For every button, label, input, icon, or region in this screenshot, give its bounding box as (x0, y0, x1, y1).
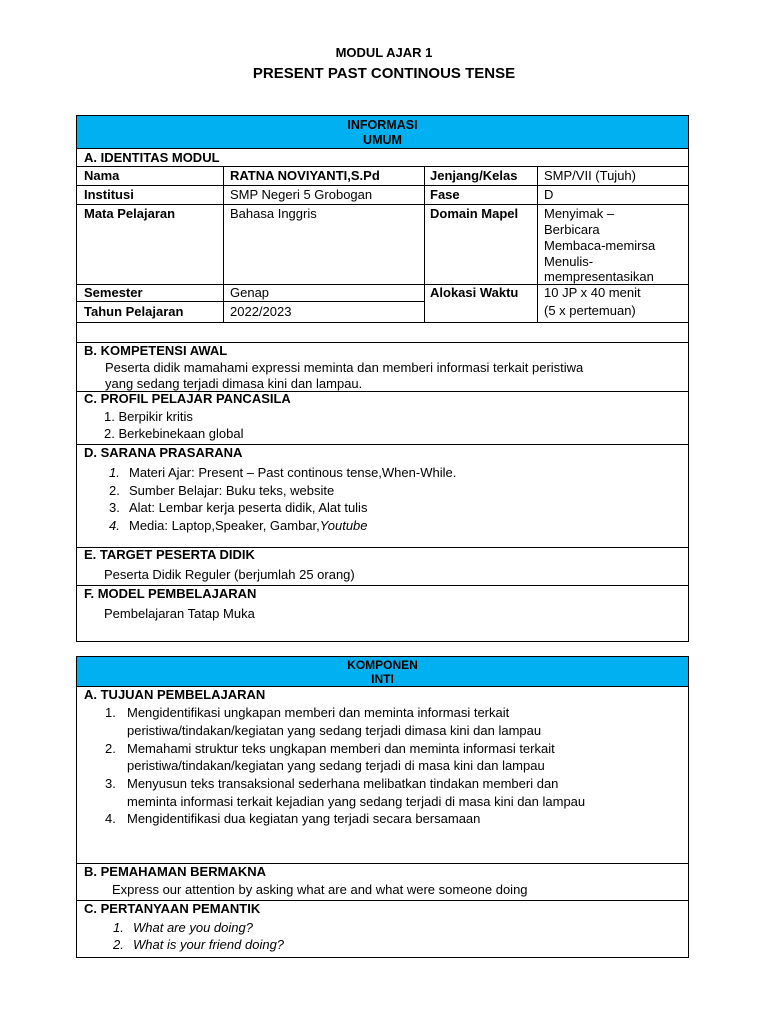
sarana-num: 3. (109, 500, 120, 515)
kompetensi-heading: B. KOMPETENSI AWAL (84, 343, 228, 358)
alokasi-value: (5 x pertemuan) (544, 303, 636, 318)
semester-label: Semester (84, 285, 143, 300)
model-text: Pembelajaran Tatap Muka (104, 606, 255, 621)
pertanyaan-num: 2. (113, 937, 124, 952)
sarana-item: Materi Ajar: Present – Past continous tense,When-While. (129, 465, 457, 480)
pertanyaan-num: 1. (113, 920, 124, 935)
grid-divider (537, 166, 538, 322)
tahun-label: Tahun Pelajaran (84, 304, 184, 319)
identitas-heading: A. IDENTITAS MODUL (84, 150, 220, 165)
tujuan-num: 1. (105, 705, 116, 720)
kompetensi-text: Peserta didik mamahami expressi meminta dan memberi informasi terkait peristiwa (105, 360, 584, 375)
target-text: Peserta Didik Reguler (berjumlah 25 orang) (104, 567, 355, 582)
alokasi-label: Alokasi Waktu (430, 285, 519, 300)
sarana-item: Alat: Lembar kerja peserta didik, Alat tulis (129, 500, 368, 515)
pemahaman-text: Express our attention by asking what are and what were someone doing (112, 882, 528, 897)
komponen-inti-header (77, 657, 688, 687)
sarana-num: 1. (109, 465, 120, 480)
band-line: KOMPONEN (347, 658, 418, 672)
sarana-heading: D. SARANA PRASARANA (84, 445, 243, 460)
semester-value: Genap (230, 285, 270, 300)
pemahaman-heading: B. PEMAHAMAN BERMAKNA (84, 864, 266, 879)
band-line: INFORMASI (347, 118, 418, 132)
tujuan-num: 4. (105, 811, 116, 826)
sarana-item: Sumber Belajar: Buku teks, website (129, 483, 335, 498)
grid-divider (223, 166, 224, 322)
mapel-label: Mata Pelajaran (84, 206, 176, 221)
tahun-value: 2022/2023 (230, 304, 292, 319)
profil-item: 1. Berpikir kritis (104, 409, 193, 424)
module-subtitle: PRESENT PAST CONTINOUS TENSE (252, 65, 516, 82)
jenjang-value: SMP/VII (Tujuh) (544, 168, 636, 183)
target-heading: E. TARGET PESERTA DIDIK (84, 547, 255, 562)
model-heading: F. MODEL PEMBELAJARAN (84, 586, 257, 601)
tujuan-num: 3. (105, 776, 116, 791)
tujuan-item: Menyusun teks transaksional sederhana melibatkan tindakan memberi dan (127, 776, 559, 791)
domain-value: Membaca-memirsa (544, 238, 656, 253)
fase-label: Fase (430, 187, 460, 202)
institusi-value: SMP Negeri 5 Grobogan (230, 187, 373, 202)
domain-value: Menulis- (544, 254, 594, 269)
informasi-umum-table (76, 115, 689, 642)
tujuan-item: Memahami struktur teks ungkapan memberi dan meminta informasi terkait (127, 741, 555, 756)
domain-value: Menyimak – (544, 206, 615, 221)
nama-label: Nama (84, 168, 120, 183)
band-line: INTI (371, 672, 394, 686)
tujuan-item: Mengidentifikasi ungkapan memberi dan meminta informasi terkait (127, 705, 510, 720)
tujuan-heading: A. TUJUAN PEMBELAJARAN (84, 687, 266, 702)
module-title: MODUL AJAR 1 (335, 45, 433, 60)
tujuan-item: peristiwa/tindakan/kegiatan yang sedang terjadi di masa kini dan lampau (127, 758, 545, 773)
sarana-item-text: Media: Laptop,Speaker, Gambar, (129, 518, 320, 533)
sarana-item (129, 517, 368, 534)
informasi-umum-header (77, 116, 688, 149)
institusi-label: Institusi (84, 187, 134, 202)
pertanyaan-item: What is your friend doing? (133, 937, 285, 952)
fase-value: D (544, 187, 554, 202)
sarana-item-italic: Youtube (319, 518, 368, 533)
tujuan-item: meminta informasi terkait kejadian yang sedang terjadi di masa kini dan lampau (127, 794, 586, 809)
komponen-inti-table (76, 656, 689, 958)
nama-value: RATNA NOVIYANTI,S.Pd (230, 168, 380, 183)
domain-label: Domain Mapel (430, 206, 519, 221)
alokasi-value: 10 JP x 40 menit (544, 285, 641, 300)
tujuan-item: Mengidentifikasi dua kegiatan yang terjadi secara bersamaan (127, 811, 481, 826)
jenjang-label: Jenjang/Kelas (430, 168, 518, 183)
mapel-value: Bahasa Inggris (230, 206, 317, 221)
grid-divider (424, 166, 425, 322)
tujuan-item: peristiwa/tindakan/kegiatan yang sedang terjadi dimasa kini dan lampau (127, 723, 542, 738)
tujuan-num: 2. (105, 741, 116, 756)
profil-item: 2. Berkebinekaan global (104, 426, 244, 441)
pertanyaan-item: What are you doing? (133, 920, 253, 935)
profil-heading: C. PROFIL PELAJAR PANCASILA (84, 391, 291, 406)
sarana-num: 2. (109, 483, 120, 498)
band-line: UMUM (363, 133, 402, 147)
sarana-num: 4. (109, 518, 120, 533)
domain-value: Berbicara (544, 222, 600, 237)
domain-value: mempresentasikan (544, 269, 654, 284)
pertanyaan-heading: C. PERTANYAAN PEMANTIK (84, 901, 261, 916)
kompetensi-text: yang sedang terjadi dimasa kini dan lampau. (105, 376, 363, 391)
